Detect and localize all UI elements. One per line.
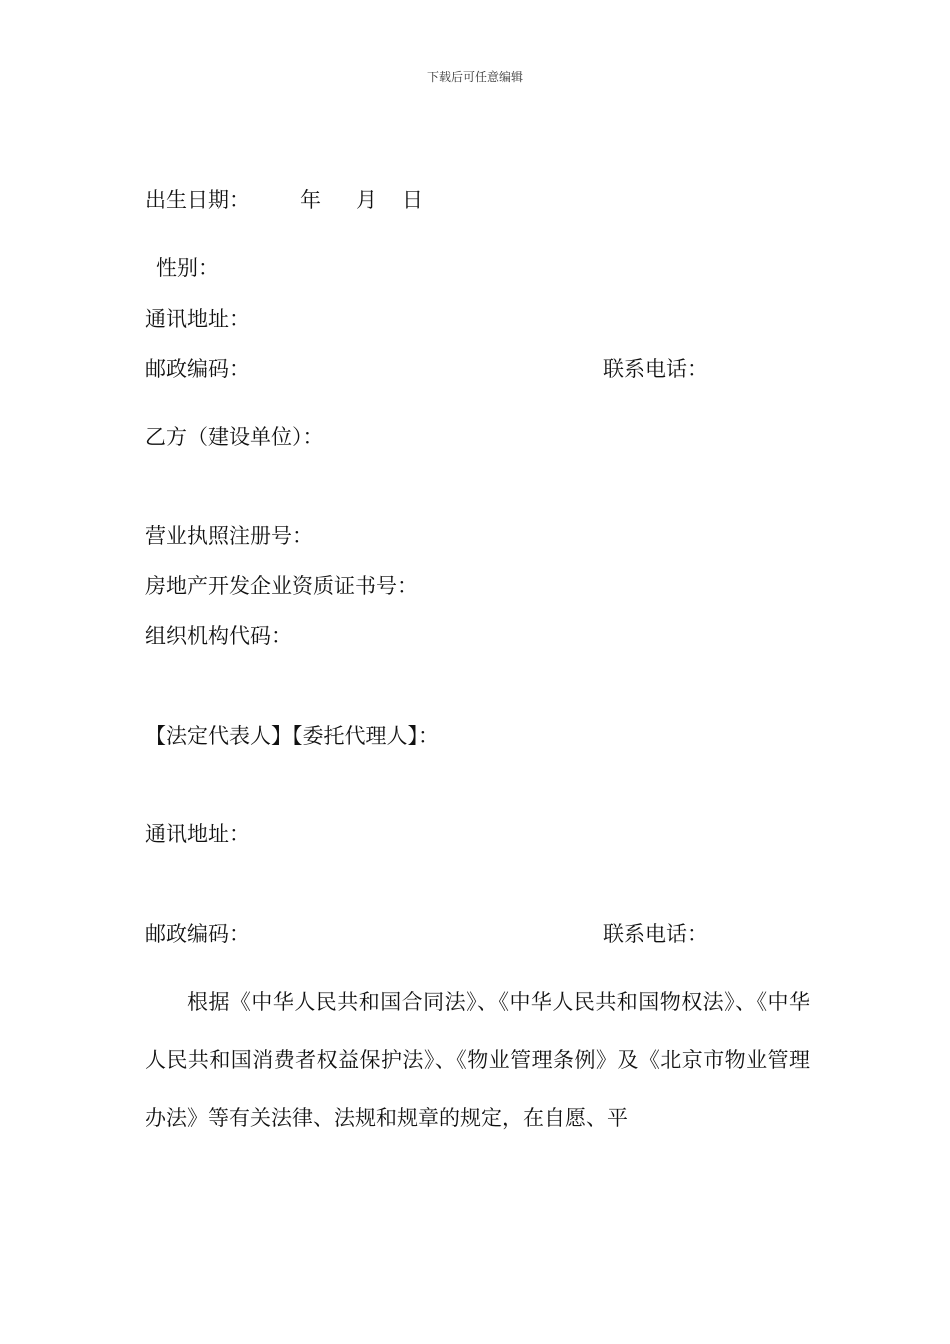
day-label: 日 (402, 188, 423, 212)
business-license-label: 营业执照注册号： (145, 524, 313, 548)
body-paragraph: 根据《中华人民共和国合同法》、《中华人民共和国物权法》、《中华人民共和国消费者权益保护法》、《物业管理条例》及《北京市物业管理办法》等有关法律、法规和规章的规定，在自愿、平 (145, 990, 810, 1130)
phone-label-2: 联系电话： (603, 922, 708, 946)
party-b-label: 乙方（建设单位）： (145, 425, 324, 449)
month-label: 月 (356, 188, 377, 212)
page-header: 下载后可任意编辑 (426, 70, 523, 84)
phone-label-1: 联系电话： (603, 357, 708, 381)
postal-code-label-1: 邮政编码： (145, 357, 250, 381)
year-label: 年 (300, 188, 321, 212)
qualification-cert-label: 房地产开发企业资质证书号： (145, 574, 418, 598)
address-label-2: 通讯地址： (145, 822, 250, 846)
org-code-label: 组织机构代码： (145, 624, 292, 648)
postal-code-label-2: 邮政编码： (145, 922, 250, 946)
gender-label: 性别： (156, 256, 219, 280)
birth-date-label: 出生日期： (145, 188, 250, 212)
address-label-1: 通讯地址： (145, 307, 250, 331)
representative-label: 【法定代表人】【委托代理人】： (145, 724, 439, 748)
